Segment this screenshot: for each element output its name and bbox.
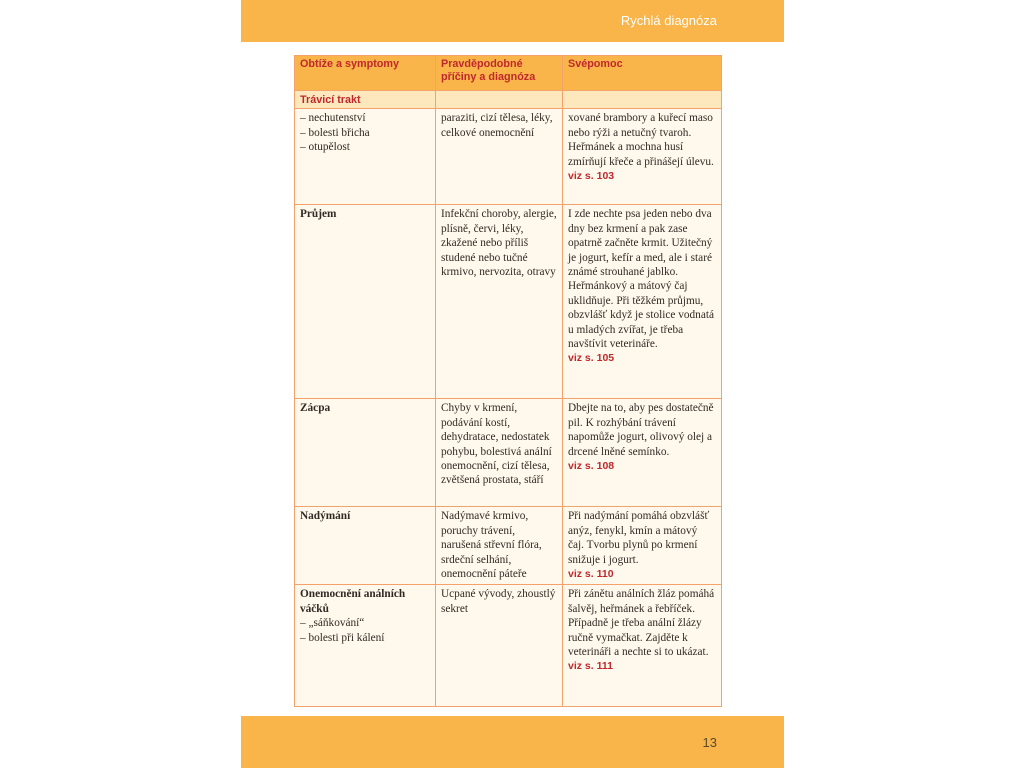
symptom-cell xyxy=(295,109,436,205)
page-reference-link[interactable]: viz s. 103 xyxy=(568,170,615,183)
symptom-item: – bolesti při kálení xyxy=(300,631,385,644)
diagnosis-table xyxy=(294,55,722,707)
header-title: Rychlá diagnóza xyxy=(620,13,717,28)
causes-cell: Infekční choroby, alergie, plísně, červi, léky, zkažené nebo příliš studené nebo tučné krmivo, nervozita, otravy xyxy=(436,205,563,399)
header-bar xyxy=(241,0,784,42)
symptom-cell xyxy=(295,507,436,585)
help-cell xyxy=(563,109,722,205)
help-text: xované brambory a kuřecí maso nebo rýži a netučný tvaroh. Heřmánek a mochna husí zmírňují křeče a přinášejí úlevu. xyxy=(568,112,714,168)
symptom-item: – nechutenství xyxy=(300,112,366,125)
footer-bar xyxy=(241,716,784,768)
help-cell xyxy=(563,205,722,399)
section-empty-cell xyxy=(436,91,563,109)
table-row xyxy=(295,585,722,707)
symptom-item: – bolesti břicha xyxy=(300,126,370,139)
causes-cell: Nadýmavé krmivo, poruchy trávení, narušená střevní flóra, srdeční selhání, onemocnění páteře xyxy=(436,507,563,585)
help-cell xyxy=(563,399,722,507)
table-row xyxy=(295,205,722,399)
symptom-cell xyxy=(295,205,436,399)
help-cell xyxy=(563,585,722,707)
page-reference-link[interactable]: viz s. 111 xyxy=(568,660,613,673)
help-text: I zde nechte psa jeden nebo dva dny bez krmení a pak zase opatrně začněte krmit. Užitečný je jogurt, kefír a med, ale i staré známé strouhané jablko. Heřmánkový a mátový čaj uklidňuje. Při těžkém průjmu, obzvlášť když je stolice vodnatá u mladých zvířat, je třeba navštívit veterináře. xyxy=(568,208,714,351)
column-header-help: Svépomoc xyxy=(563,56,722,91)
section-title: Trávicí trakt xyxy=(295,91,436,109)
table-row xyxy=(295,109,722,205)
section-empty-cell xyxy=(563,91,722,109)
help-text: Při zánětu análních žláz pomáhá šalvěj, heřmánek a řebříček. Případně je třeba anální žlázy ručně vymačkat. Zajděte k veterináři a nechte si to ukázat. xyxy=(568,588,715,659)
causes-cell: Ucpané vývody, zhoustlý sekret xyxy=(436,585,563,707)
section-row xyxy=(295,91,722,109)
symptom-cell xyxy=(295,399,436,507)
page-reference-link[interactable]: viz s. 105 xyxy=(568,352,615,365)
page-reference-link[interactable]: viz s. 108 xyxy=(568,460,615,473)
table-row xyxy=(295,507,722,585)
symptom-item: – otupělost xyxy=(300,141,350,154)
page-number: 13 xyxy=(702,735,717,750)
symptom-title: Nadýmání xyxy=(300,510,351,523)
help-cell xyxy=(563,507,722,585)
help-text: Dbejte na to, aby pes dostatečně pil. K rozhýbání trávení napomůže jogurt, olivový olej a drcené lněné semínko. xyxy=(568,402,714,458)
causes-cell: paraziti, cizí tělesa, léky, celkové onemocnění xyxy=(436,109,563,205)
symptom-cell xyxy=(295,585,436,707)
column-header-symptoms: Obtíže a symptomy xyxy=(295,56,436,91)
column-header-causes: Pravděpodobné příčiny a diagnóza xyxy=(436,56,563,91)
help-text: Při nadýmání pomáhá obzvlášť anýz, fenykl, kmín a mátový čaj. Tvorbu plynů po krmení snižuje i jogurt. xyxy=(568,510,710,566)
table-header-row xyxy=(295,56,722,91)
symptom-title: Onemocnění análních váčků xyxy=(300,588,406,615)
book-page xyxy=(241,0,784,768)
table-row xyxy=(295,399,722,507)
page-reference-link[interactable]: viz s. 110 xyxy=(568,568,614,581)
symptom-item: – „sáňkování“ xyxy=(300,617,365,630)
symptom-title: Průjem xyxy=(300,208,337,221)
symptom-title: Zácpa xyxy=(300,402,331,415)
causes-cell: Chyby v krmení, podávání kostí, dehydratace, nedostatek pohybu, bolestivá anální onemocnění, cizí tělesa, zvětšená prostata, stáří xyxy=(436,399,563,507)
